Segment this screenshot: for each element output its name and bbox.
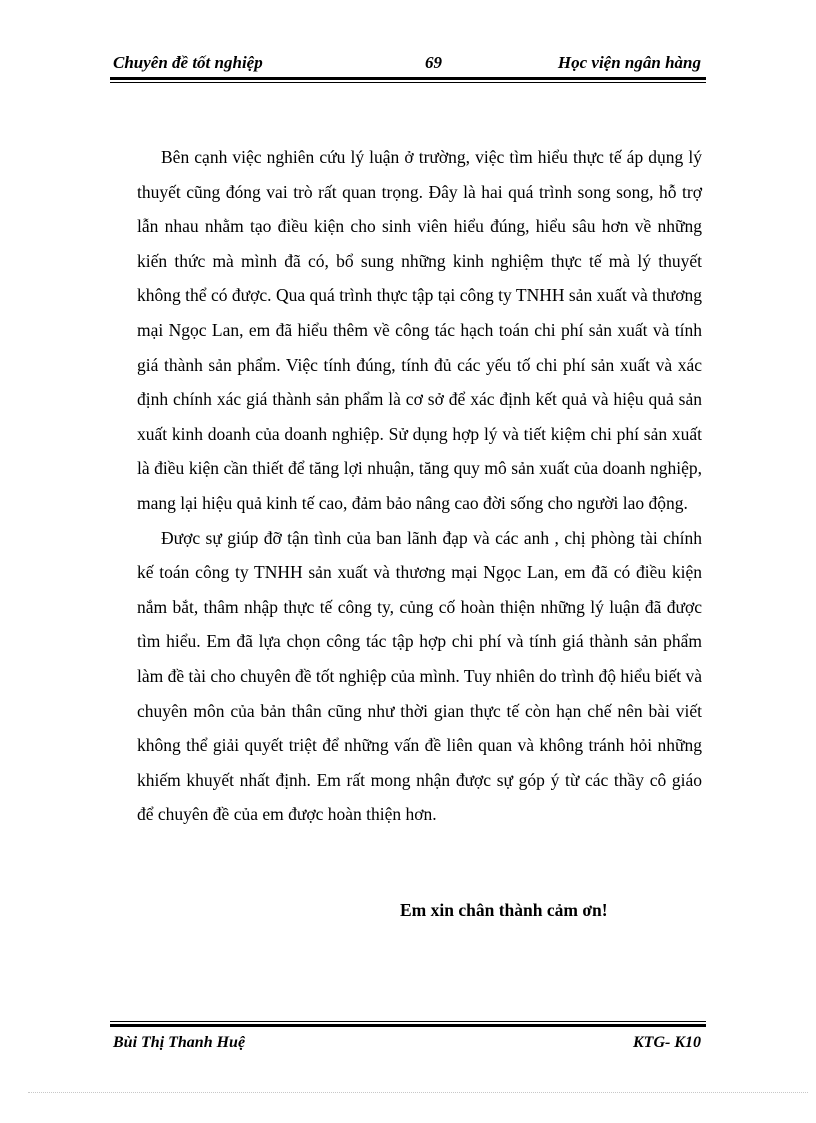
header-rule-thick <box>110 77 706 80</box>
page-footer <box>113 1031 703 1057</box>
header-rule-thin <box>110 82 706 83</box>
page-header <box>113 50 703 76</box>
paragraph-2: Được sự giúp đỡ tận tình của ban lãnh đạp và các anh , chị phòng tài chính kế toán công ty TNHH sản xuất và thương mại Ngọc Lan, em đã có điều kiện nắm bắt, thâm nhập thực tế công ty, củng cố hoàn thiện những lý luận đã được tìm hiểu. Em đã lựa chọn công tác tập hợp chi phí và tính giá thành sản phẩm làm đề tài cho chuyên đề tốt nghiệp của mình. Tuy nhiên do trình độ hiểu biết và chuyên môn của bản thân cũng như thời gian thực tế còn hạn chế nên bài viết không thể giải quyết triệt để những vấn đề liên quan và không tránh hỏi những khiếm khuyết nhất định. Em rất mong nhận được sự góp ý từ các thầy cô giáo để chuyên đề của em được hoàn thiện hơn. <box>137 527 702 825</box>
footer-class-code: KTG- K10 <box>633 1034 701 1051</box>
footer-rule-thin <box>110 1021 706 1022</box>
paragraph-1: Bên cạnh việc nghiên cứu lý luận ở trường, việc tìm hiểu thực tế áp dụng lý thuyết cũng đóng vai trò rất quan trọng. Đây là hai quá trình song song, hỗ trợ lẫn nhau nhằm tạo điều kiện cho sinh viên hiểu đúng, hiểu sâu hơn về những kiến thức mà mình đã có, bổ sung những kinh nghiệm thực tế mà lý thuyết không thể có được. Qua quá trình thực tập tại công ty TNHH sản xuất và thương mại Ngọc Lan, em đã hiểu thêm về công tác hạch toán chi phí sản xuất và tính giá thành sản phẩm. Việc tính đúng, tính đủ các yếu tố chi phí sản xuất và xác định chính xác giá thành sản phẩm là cơ sở để xác định kết quả và hiệu quả sản xuất kinh doanh của doanh nghiệp. Sử dụng hợp lý và tiết kiệm chi phí sản xuất là điều kiện cần thiết để tăng lợi nhuận, tăng quy mô sản xuất của doanh nghiệp, mang lại hiệu quả kinh tế cao, đảm bảo nâng cao đời sống cho người lao động. <box>137 147 702 513</box>
closing-thanks: Em xin chân thành cảm ơn! <box>400 900 608 920</box>
page-edge-divider <box>28 1092 808 1093</box>
footer-rule-thick <box>110 1024 706 1027</box>
header-report-title: Chuyên đề tốt nghiệp <box>113 53 263 72</box>
page-number: 69 <box>425 53 442 72</box>
header-institution: Học viện ngân hàng <box>557 53 701 72</box>
footer-author: Bùi Thị Thanh Huệ <box>113 1034 246 1051</box>
body-text <box>137 140 702 832</box>
